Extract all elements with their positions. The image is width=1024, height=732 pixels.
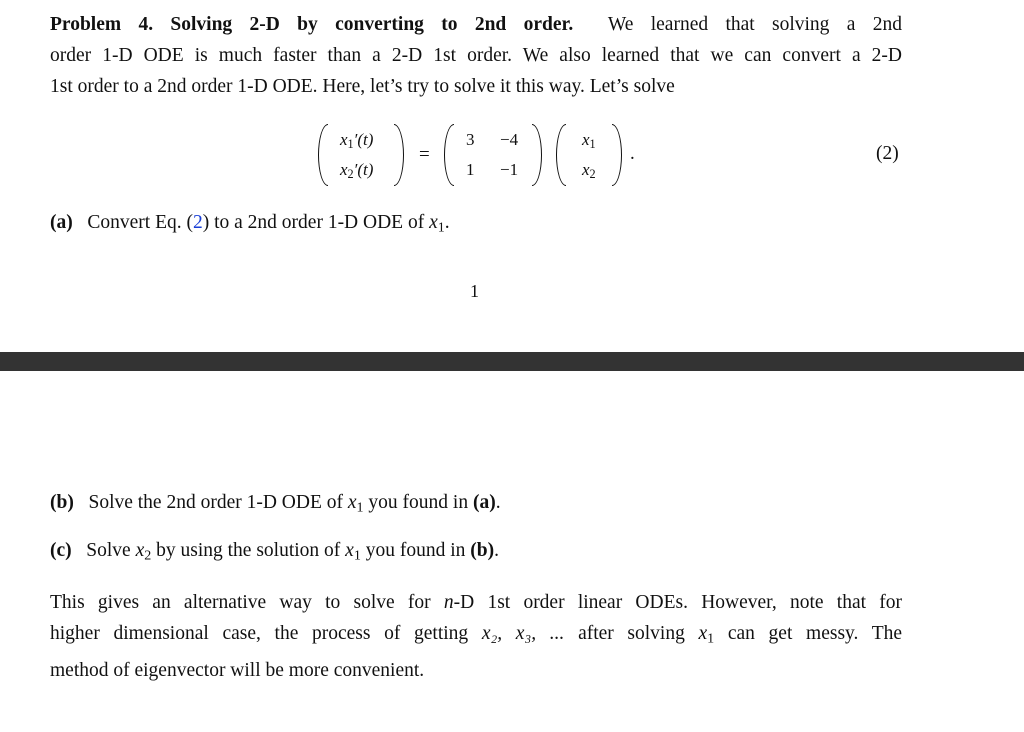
- part-c-label: (c): [50, 540, 72, 561]
- page-top: [0, 0, 1024, 352]
- part-b-label: (b): [50, 492, 74, 513]
- equation-ref-link[interactable]: 2: [192, 212, 203, 233]
- part-b: (b) Solve the 2nd order 1-D ODE of $x_1$ you found in (a).: [50, 492, 501, 516]
- matrix-a12: −4: [500, 130, 519, 149]
- rhs-top-entry: $x_1$: [582, 130, 596, 152]
- part-c: (c) Solve $x_2$ by using the solution of $x_1$ you found in (b).: [50, 540, 499, 564]
- part-a-label: (a): [50, 212, 73, 233]
- part-b-ref: (a): [472, 492, 496, 513]
- matrix-right-paren: [532, 124, 542, 186]
- rhs-bottom-entry: $x_2$: [582, 160, 596, 182]
- intro-line-3: 1st order to a 2nd order 1-D ODE. Here, let’s try to solve it this way. Let’s solve: [50, 76, 675, 97]
- lhs-top-entry: $x_1'(t)$: [340, 130, 374, 152]
- rhs-right-paren: [612, 124, 622, 186]
- page-bottom: [0, 371, 1024, 732]
- equals-sign: =: [419, 144, 430, 165]
- equation-2: [318, 124, 648, 188]
- closing-line-2: higher dimensional case, the process of getting x₂, x₃, ... after solving $x_1$ can get messy. The: [50, 623, 903, 647]
- problem-intro: [50, 9, 902, 102]
- equation-period: .: [630, 143, 635, 164]
- matrix-a11: 3: [466, 130, 475, 149]
- lhs-left-paren: [318, 124, 328, 186]
- closing-line-3: method of eigenvector will be more convenient.: [50, 659, 425, 681]
- closing-line-1: This gives an alternative way to solve for n-D 1st order linear ODEs. However, note that for: [50, 592, 902, 613]
- closing-paragraph: [50, 587, 902, 686]
- rhs-left-paren: [556, 124, 566, 186]
- intro-line-1: Problem 4. Solving 2-D by converting to 2nd order. We learned that solving a 2nd: [50, 14, 903, 35]
- equation-number: (2): [876, 143, 899, 164]
- lhs-right-paren: [394, 124, 404, 186]
- part-a: (a) Convert Eq. (2) to a 2nd order 1-D ODE of $x_1$.: [50, 212, 450, 236]
- part-c-ref: (b): [470, 540, 495, 561]
- page-number: 1: [470, 281, 479, 301]
- matrix-a21: 1: [466, 160, 475, 179]
- page-divider: [0, 352, 1024, 371]
- intro-line-2: order 1-D ODE is much faster than a 2-D 1st order. We also learned that we can convert a 2-D: [50, 45, 902, 66]
- problem-heading: Problem 4. Solving 2-D by converting to 2nd order.: [50, 14, 574, 35]
- lhs-bottom-entry: $x_2'(t)$: [340, 160, 374, 182]
- matrix-a22: −1: [500, 160, 519, 179]
- matrix-left-paren: [444, 124, 454, 186]
